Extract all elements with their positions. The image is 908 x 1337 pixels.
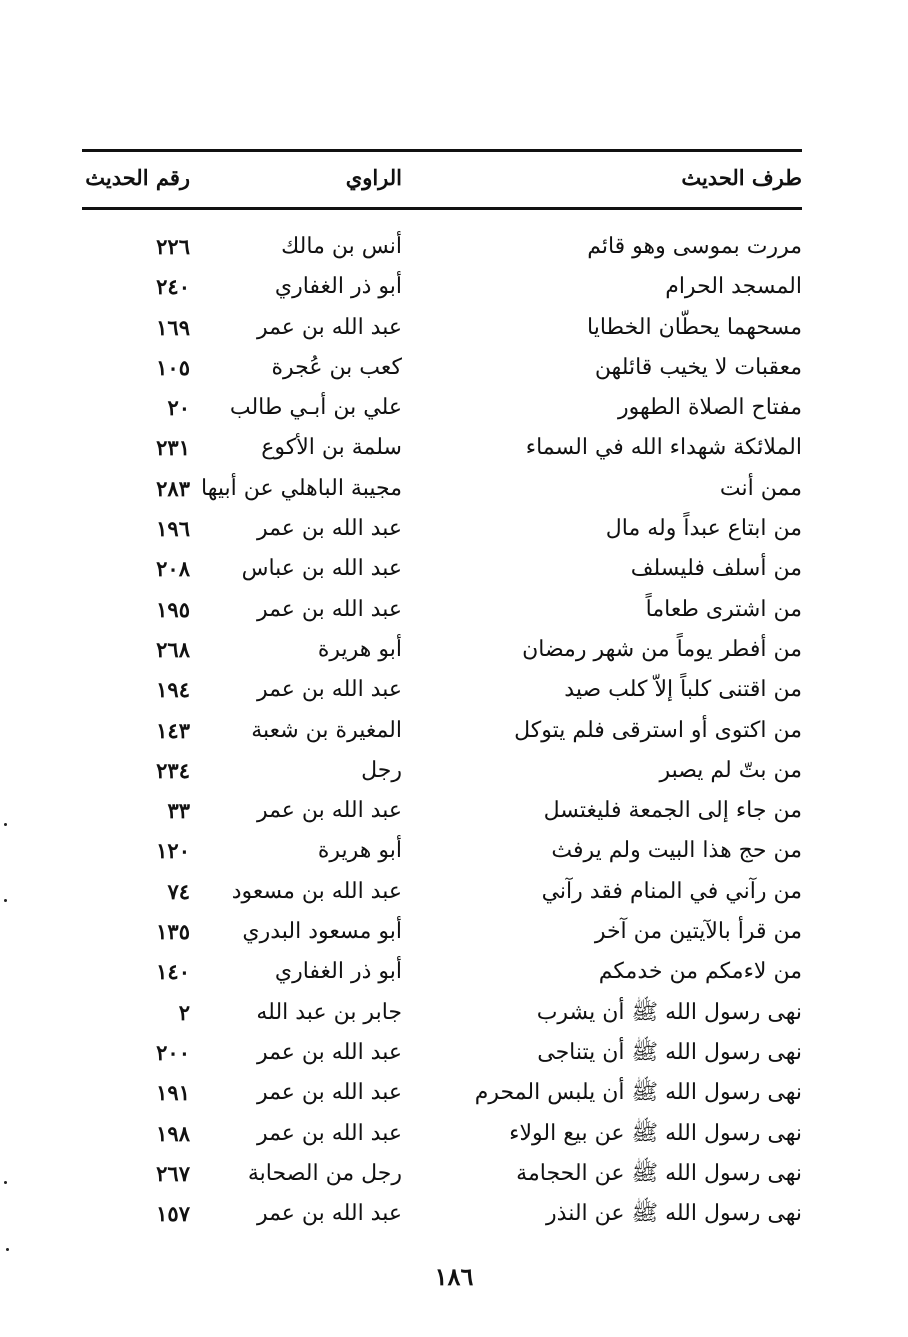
hadith-cell: من اكتوى أو استرقى فلم يتوكل <box>514 717 802 743</box>
narrator-cell: رجل <box>361 757 402 783</box>
table-header <box>82 160 802 200</box>
hadith-cell: من قرأ بالآيتين من آخر <box>594 919 802 945</box>
narrator-cell: عبد الله بن عباس <box>241 556 402 582</box>
hadith-cell: نهى رسول الله ﷺ عن بيع الولاء <box>509 1120 802 1146</box>
number-cell: ١٩٦ <box>156 516 190 542</box>
number-cell: ١٢٠ <box>156 838 190 864</box>
hadith-cell: نهى رسول الله ﷺ عن النذر <box>546 1201 802 1227</box>
number-cell: ٢٣١ <box>156 435 190 461</box>
hadith-cell: من حج هذا البيت ولم يرفث <box>551 838 802 864</box>
narrator-cell: أنس بن مالك <box>281 234 402 259</box>
table-row <box>82 551 802 591</box>
table-row <box>82 1035 802 1075</box>
narrator-cell: سلمة بن الأكوع <box>261 435 402 461</box>
narrator-cell: عبد الله بن عمر <box>256 677 402 703</box>
narrator-cell: أبو ذر الغفاري <box>274 274 402 300</box>
hadith-cell: مررت بموسى وهو قائم <box>587 234 802 259</box>
narrator-cell: كعب بن عُجرة <box>271 354 402 380</box>
number-cell: ٧٤ <box>167 878 190 904</box>
header-narrator: الراوي <box>345 165 402 190</box>
narrator-cell: عبد الله بن عمر <box>256 596 402 622</box>
narrator-cell: أبو هريرة <box>317 636 402 662</box>
narrator-cell: أبو ذر الغفاري <box>274 959 402 985</box>
narrator-cell: جابر بن عبد الله <box>256 999 402 1025</box>
table-row <box>82 1156 802 1196</box>
hadith-cell: من جاء إلى الجمعة فليغتسل <box>543 798 802 824</box>
number-cell: ١٩١ <box>156 1080 190 1106</box>
narrator-cell: رجل من الصحابة <box>247 1160 402 1186</box>
hadith-cell: نهى رسول الله ﷺ أن يشرب <box>536 999 802 1025</box>
number-cell: ١٤٣ <box>156 717 190 743</box>
header-hadith: طرف الحديث <box>681 165 802 190</box>
table-row <box>82 914 802 954</box>
header-number: رقم الحديث <box>85 165 190 190</box>
number-cell: ٢ <box>178 999 190 1025</box>
number-cell: ٢٣٤ <box>156 757 190 783</box>
number-cell: ٢٠ <box>167 395 190 421</box>
number-cell: ١٤٠ <box>156 959 190 985</box>
number-cell: ١٩٨ <box>156 1120 190 1146</box>
margin-speck <box>4 899 7 902</box>
hadith-cell: نهى رسول الله ﷺ عن الحجامة <box>516 1160 802 1186</box>
hadith-cell: من رآني في المنام فقد رآني <box>541 878 802 904</box>
number-cell: ١٦٩ <box>156 314 190 340</box>
narrator-cell: عبد الله بن مسعود <box>231 878 402 904</box>
number-cell: ٢٠٠ <box>156 1039 190 1065</box>
margin-speck <box>4 823 7 826</box>
narrator-cell: عبد الله بن عمر <box>256 1039 402 1065</box>
hadith-cell: من أسلف فليسلف <box>630 556 802 582</box>
table-row <box>82 632 802 672</box>
number-cell: ٢٨٣ <box>156 475 190 501</box>
table-top-rule <box>82 149 802 152</box>
table-row <box>82 1196 802 1236</box>
margin-speck <box>4 1181 7 1184</box>
table-row <box>82 954 802 994</box>
hadith-cell: مفتاح الصلاة الطهور <box>618 395 802 421</box>
table-row <box>82 511 802 551</box>
narrator-cell: عبد الله بن عمر <box>256 1080 402 1106</box>
narrator-cell: عبد الله بن عمر <box>256 314 402 340</box>
number-cell: ٢٦٧ <box>156 1160 190 1186</box>
table-row <box>82 793 802 833</box>
narrator-cell: عبد الله بن عمر <box>256 1120 402 1146</box>
narrator-cell: عبد الله بن عمر <box>256 516 402 542</box>
table-row <box>82 592 802 632</box>
table-row <box>82 350 802 390</box>
narrator-cell: المغيرة بن شعبة <box>251 717 402 743</box>
table-row <box>82 874 802 914</box>
table-row <box>82 310 802 350</box>
hadith-cell: مسحهما يحطّان الخطايا <box>587 314 802 340</box>
hadith-cell: من أفطر يوماً من شهر رمضان <box>522 636 802 662</box>
hadith-cell: نهى رسول الله ﷺ أن يلبس المحرم <box>474 1080 802 1106</box>
hadith-cell: من اقتنى كلباً إلاّ كلب صيد <box>564 677 802 703</box>
hadith-cell: من ابتاع عبداً وله مال <box>605 516 802 542</box>
table-row <box>82 995 802 1035</box>
number-cell: ١٣٥ <box>156 919 190 945</box>
table-row <box>82 471 802 511</box>
hadith-cell: من بتّ لم يصبر <box>659 757 802 783</box>
narrator-cell: أبو هريرة <box>317 838 402 864</box>
table-row <box>82 269 802 309</box>
table-row <box>82 753 802 793</box>
narrator-cell: مجيبة الباهلي عن أبيها <box>200 475 402 501</box>
hadith-cell: الملائكة شهداء الله في السماء <box>525 435 802 461</box>
hadith-cell: المسجد الحرام <box>665 274 802 300</box>
narrator-cell: عبد الله بن عمر <box>256 798 402 824</box>
number-cell: ٣٣ <box>167 798 190 824</box>
table-row <box>82 833 802 873</box>
table-row <box>82 229 802 269</box>
hadith-cell: من لاءمكم من خدمكم <box>598 959 802 985</box>
table-row <box>82 1116 802 1156</box>
table-row <box>82 1075 802 1115</box>
hadith-cell: من اشترى طعاماً <box>645 596 802 622</box>
page-number: ١٨٦ <box>434 1262 474 1291</box>
number-cell: ١٥٧ <box>156 1201 190 1227</box>
table-row <box>82 430 802 470</box>
number-cell: ٢٤٠ <box>156 274 190 300</box>
hadith-cell: ممن أنت <box>719 475 802 501</box>
table-row <box>82 390 802 430</box>
number-cell: ١٠٥ <box>156 354 190 380</box>
narrator-cell: أبو مسعود البدري <box>242 919 402 945</box>
table-header-rule <box>82 207 802 210</box>
hadith-cell: معقبات لا يخيب قائلهن <box>594 354 802 380</box>
narrator-cell: عبد الله بن عمر <box>256 1201 402 1227</box>
number-cell: ٢٠٨ <box>156 556 190 582</box>
number-cell: ١٩٥ <box>156 596 190 622</box>
hadith-cell: نهى رسول الله ﷺ أن يتناجى <box>537 1039 802 1065</box>
narrator-cell: علي بن أبـي طالب <box>229 395 402 421</box>
margin-speck <box>6 1248 9 1251</box>
number-cell: ٢٢٦ <box>156 234 190 259</box>
table-body <box>82 229 802 1236</box>
number-cell: ١٩٤ <box>156 677 190 703</box>
number-cell: ٢٦٨ <box>156 636 190 662</box>
table-row <box>82 713 802 753</box>
table-row <box>82 672 802 712</box>
